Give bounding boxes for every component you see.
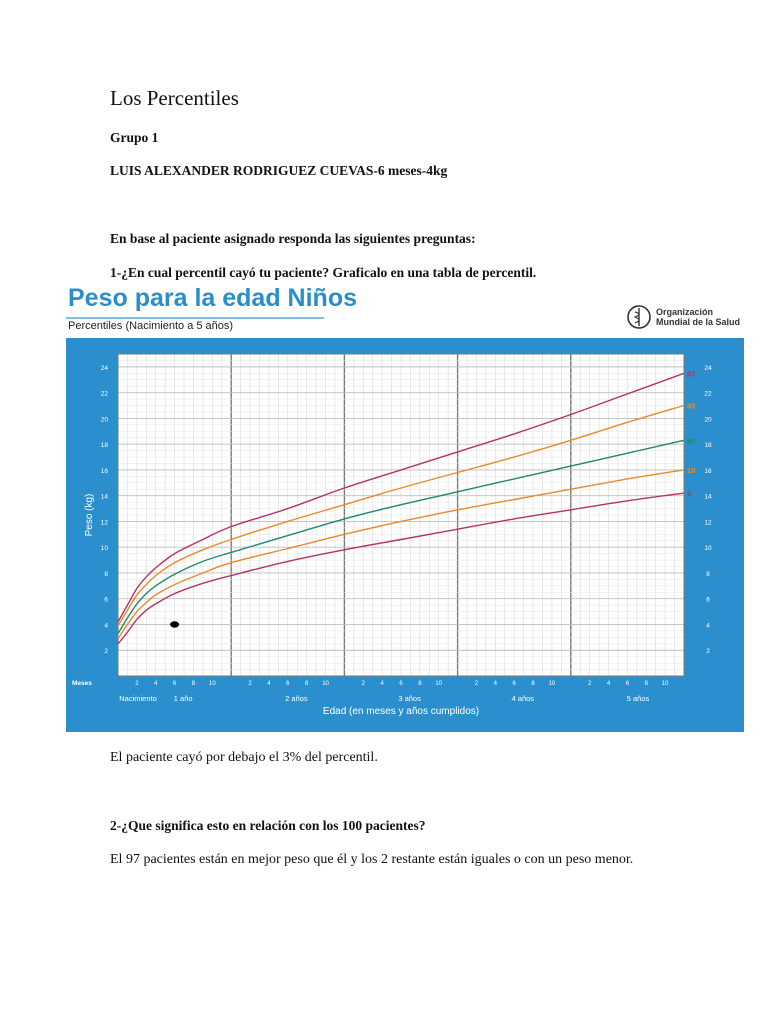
x-year-label: 2 años (285, 694, 308, 703)
x-month-tick-label: 6 (286, 681, 290, 687)
x-month-tick-label: 8 (191, 681, 196, 687)
x-year-label: Nacimiento (119, 694, 157, 703)
chart-subtitle: Percentiles (Nacimiento a 5 años) (68, 320, 234, 332)
x-month-tick-label: 6 (625, 681, 630, 687)
who-org-line2: Mundial de la Salud (655, 317, 740, 327)
who-emblem-icon (626, 304, 652, 330)
x-month-tick-label: 6 (512, 681, 516, 687)
patient-line: LUIS ALEXANDER RODRIGUEZ CUEVAS-6 meses-4kg (110, 163, 448, 178)
x-month-tick-label: 10 (322, 681, 329, 687)
y-tick-label-right: 2 (706, 648, 710, 656)
series-label-p3: 3 (687, 489, 692, 499)
y-tick-label-right: 10 (704, 545, 712, 553)
y-tick-label-left: 2 (104, 648, 108, 656)
y-tick-label-left: 6 (104, 596, 108, 604)
y-tick-label-left: 24 (100, 364, 108, 372)
x-month-tick-label: 4 (606, 681, 611, 687)
x-month-tick-label: 4 (493, 681, 498, 687)
y-tick-label-left: 10 (100, 545, 108, 553)
chart-title: Peso para la edad Niños (68, 284, 357, 312)
x-month-tick-label: 10 (435, 681, 443, 687)
x-month-tick-label: 2 (587, 681, 592, 687)
x-month-tick-label: 8 (304, 681, 309, 687)
title-underline (66, 317, 324, 319)
x-month-tick-label: 4 (380, 681, 384, 687)
x-month-tick-label: 10 (208, 681, 216, 687)
x-year-label: 4 años (511, 694, 535, 703)
series-label-p50: 50 (687, 436, 696, 446)
who-logo (626, 304, 740, 330)
y-axis-label: Peso (kg) (84, 493, 95, 537)
x-month-tick-label: 2 (361, 681, 365, 687)
series-label-p15: 15 (687, 465, 696, 475)
x-month-tick-label: 2 (474, 681, 479, 687)
y-tick-label-left: 18 (100, 442, 108, 450)
y-tick-label-left: 16 (100, 467, 108, 475)
y-tick-label-right: 14 (704, 493, 712, 501)
x-month-tick-label: 2 (135, 681, 139, 687)
answer-1: El paciente cayó por debajo el 3% del percentil. (110, 750, 378, 765)
y-tick-label-left: 22 (100, 390, 108, 398)
y-tick-label-right: 16 (704, 467, 712, 475)
x-year-label: 1 año (173, 694, 193, 703)
intro-text: En base al paciente asignado responda las siguientes preguntas: (110, 231, 476, 246)
x-year-label: 5 años (626, 694, 650, 703)
who-org-line1: Organización (655, 307, 713, 317)
x-month-tick-label: 4 (267, 681, 271, 687)
y-tick-label-left: 14 (100, 493, 108, 501)
y-tick-label-right: 24 (704, 364, 712, 372)
y-tick-label-right: 22 (704, 390, 712, 398)
question-2: 2-¿Que significa esto en relación con los 100 pacientes? (110, 818, 426, 833)
series-label-p97: 97 (687, 369, 696, 379)
y-tick-label-left: 4 (104, 622, 108, 630)
patient-point-marker (170, 621, 179, 627)
x-month-tick-label: 2 (248, 681, 252, 687)
series-label-p85: 85 (687, 401, 696, 411)
y-tick-label-right: 6 (706, 596, 710, 604)
y-tick-label-right: 4 (706, 622, 710, 630)
y-tick-label-left: 20 (100, 416, 108, 424)
x-month-tick-label: 10 (661, 681, 669, 687)
x-months-row-label: Meses (72, 680, 92, 687)
x-month-tick-label: 10 (548, 681, 556, 687)
y-tick-label-left: 8 (104, 570, 108, 578)
document-title: Los Percentiles (110, 86, 239, 110)
x-month-tick-label: 8 (644, 681, 648, 687)
y-tick-label-left: 12 (100, 519, 108, 527)
x-month-tick-label: 8 (531, 681, 535, 687)
weight-for-age-chart (66, 338, 744, 732)
x-month-tick-label: 8 (418, 681, 422, 687)
x-year-label: 3 años (398, 694, 421, 703)
question-1: 1-¿En cual percentil cayó tu paciente? Graficalo en una tabla de percentil. (110, 265, 537, 280)
y-tick-label-right: 20 (704, 416, 712, 424)
x-month-tick-label: 6 (172, 681, 177, 687)
answer-2: El 97 pacientes están en mejor peso que él y los 2 restante están iguales o con un peso menor. (110, 852, 634, 867)
x-axis-label: Edad (en meses y años cumplidos) (322, 706, 480, 717)
x-month-tick-label: 6 (399, 681, 403, 687)
x-month-tick-label: 4 (154, 681, 158, 687)
y-tick-label-right: 8 (706, 570, 710, 578)
y-tick-label-right: 18 (704, 442, 712, 450)
y-tick-label-right: 12 (704, 519, 712, 527)
growth-chart-figure (66, 284, 744, 732)
group-label: Grupo 1 (110, 130, 159, 145)
